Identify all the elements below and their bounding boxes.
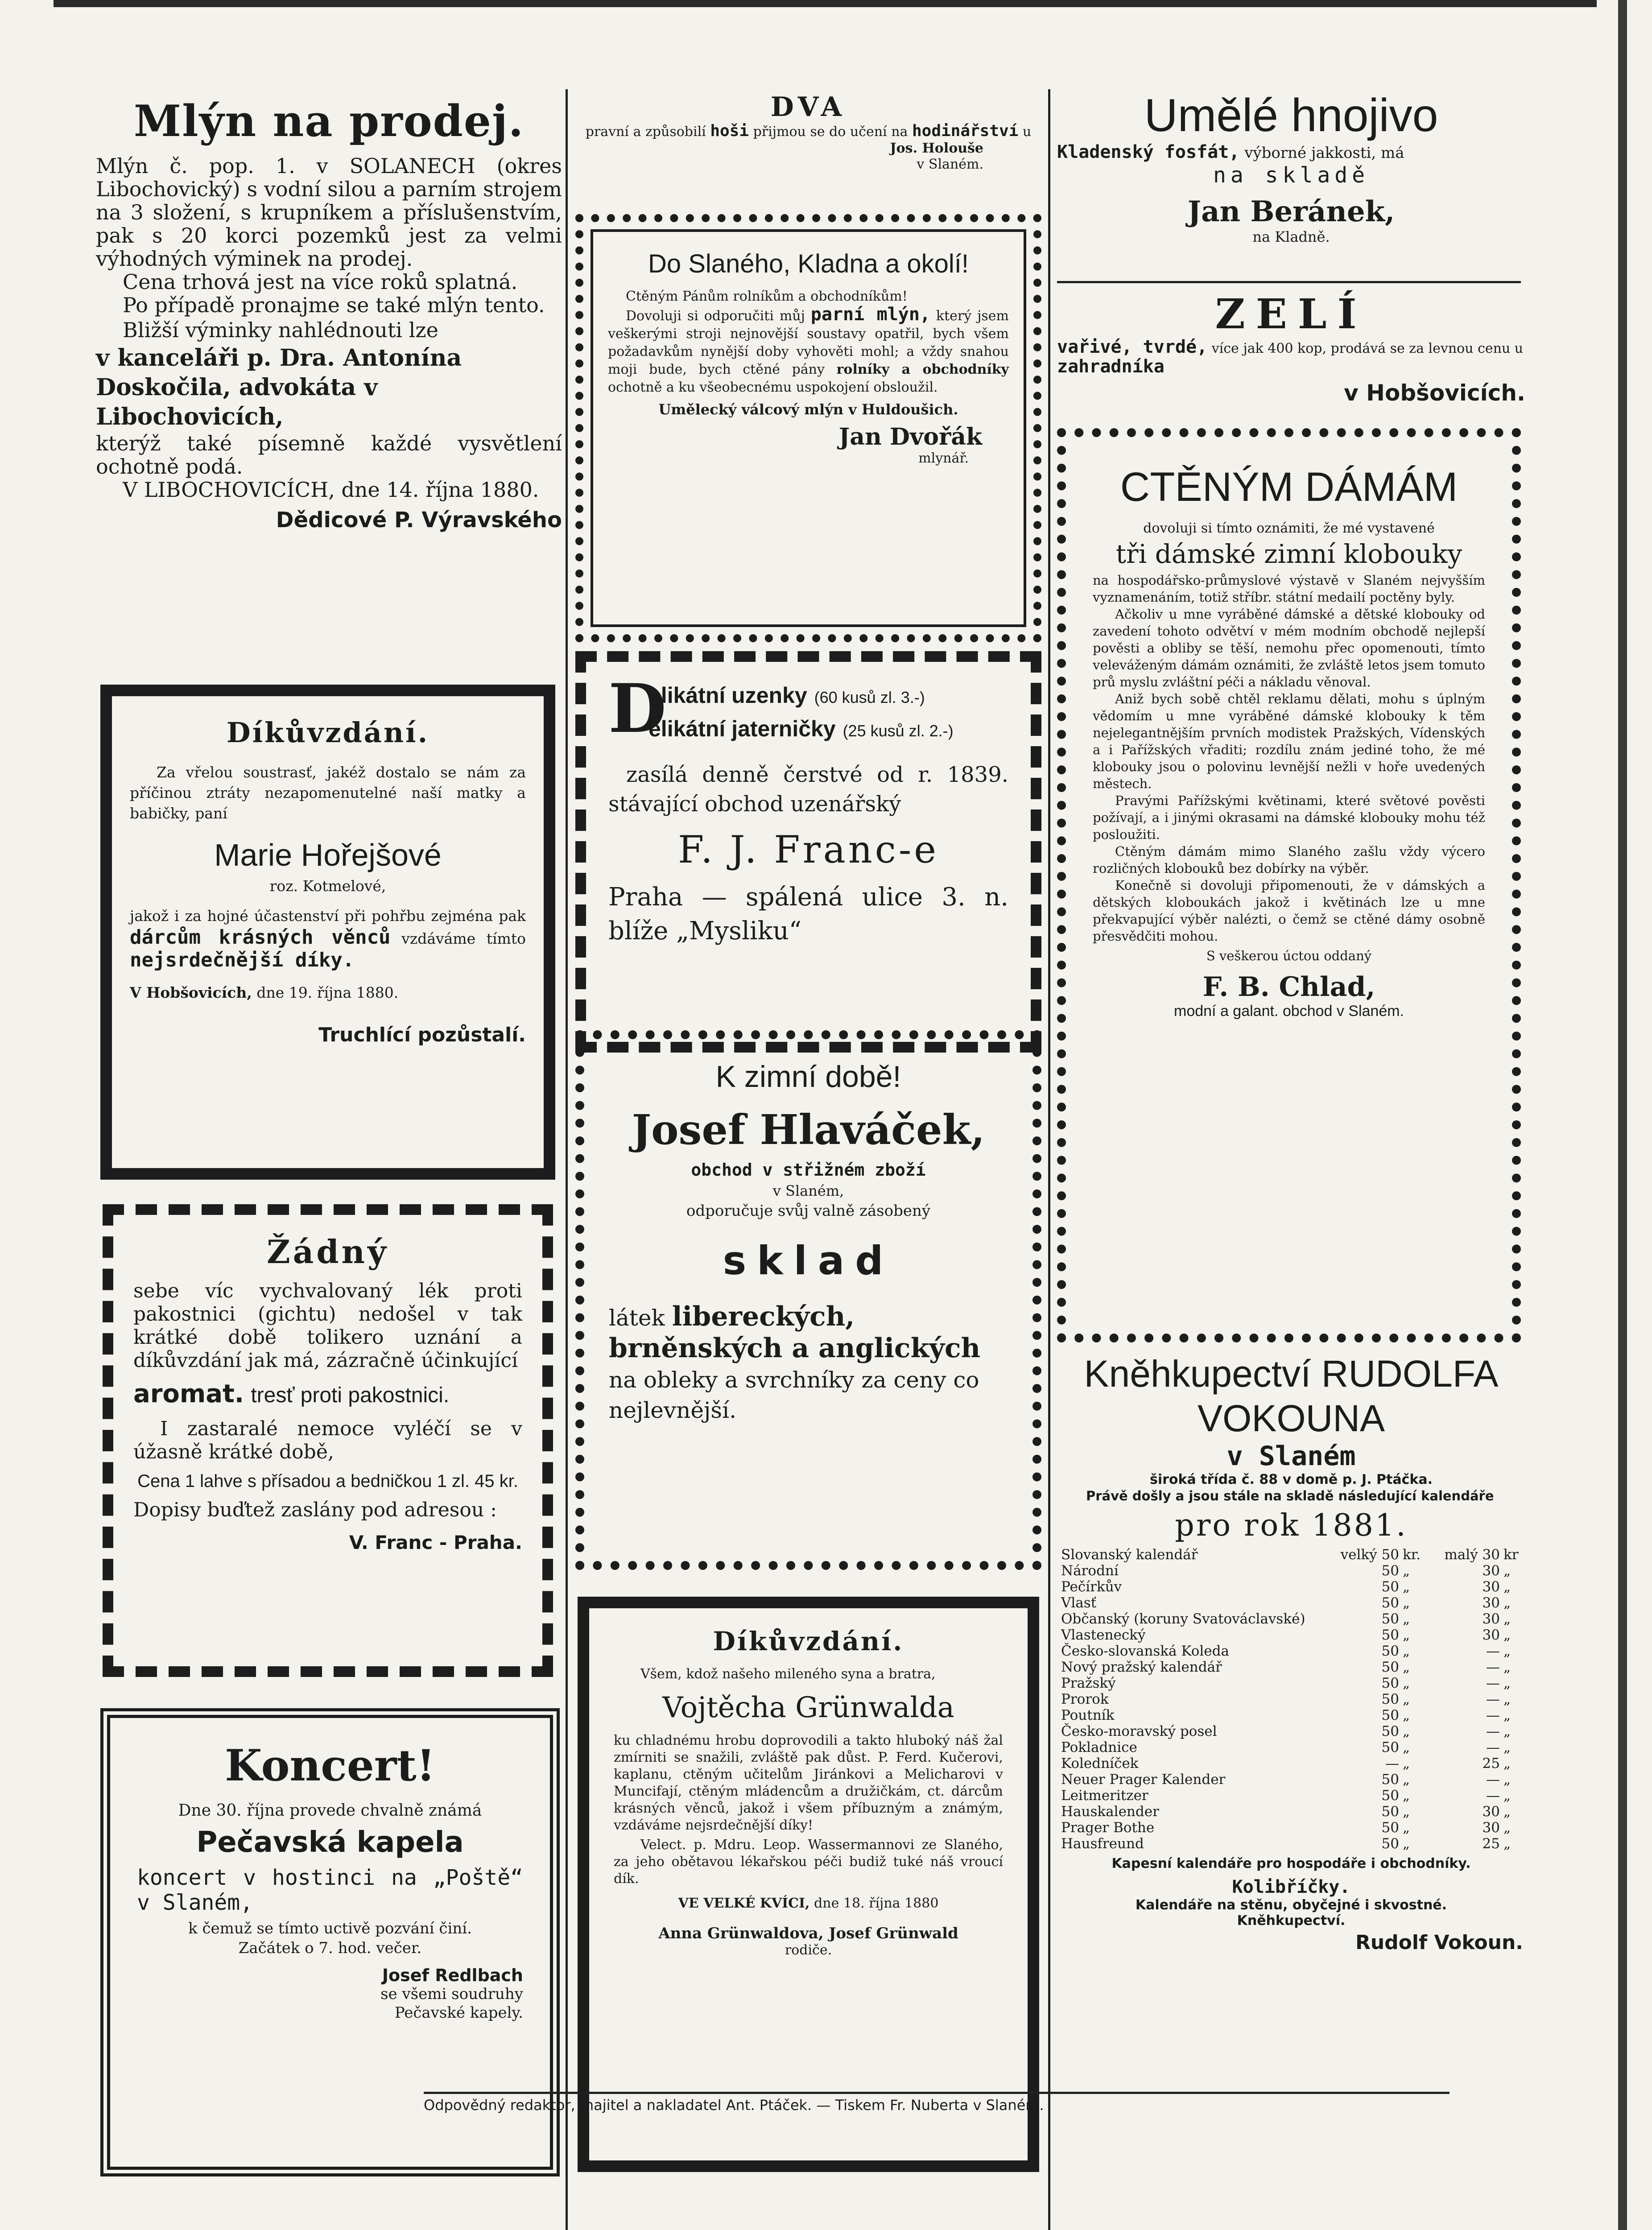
calendar-price-large: 50 bbox=[1381, 1820, 1399, 1836]
calendar-name: Leitmeritzer bbox=[1061, 1788, 1148, 1804]
calendar-unit: „ bbox=[1503, 1820, 1511, 1836]
calendar-unit: „ bbox=[1503, 1804, 1511, 1820]
calendar-price-large: 50 bbox=[1381, 1643, 1399, 1659]
ad-signature: Truchlící pozůstalí. bbox=[318, 1024, 526, 1046]
ad-text-emph: rolníky a obchodníky bbox=[836, 362, 1009, 377]
ad-hlavacek bbox=[575, 1030, 1041, 1570]
calendar-name: Neuer Prager Kalender bbox=[1061, 1772, 1226, 1788]
calendar-price-large: 50 bbox=[1381, 1691, 1399, 1707]
ad-title: DVA bbox=[770, 91, 847, 123]
ad-title: Díkůvzdání. bbox=[713, 1626, 904, 1656]
ad-date: dne 19. října 1880. bbox=[256, 984, 399, 1001]
calendar-price-small: — bbox=[1486, 1739, 1500, 1755]
calendar-unit: „ bbox=[1403, 1579, 1410, 1595]
imprint-text: Odpovědný redaktor, majitel a nakladatel Ant. Ptáček. — Tiskem Fr. Nuberta v Slaném. bbox=[424, 2097, 1044, 2114]
calendar-row bbox=[1059, 1611, 1523, 1627]
calendar-price-large: 50 bbox=[1381, 1563, 1399, 1579]
calendar-row bbox=[1059, 1723, 1523, 1739]
calendar-price-small: — bbox=[1486, 1707, 1500, 1723]
calendar-row bbox=[1059, 1772, 1523, 1788]
ad-text: S veškerou úctou oddaný bbox=[1206, 948, 1372, 963]
ad-title: K zimní době! bbox=[715, 1060, 901, 1094]
price-line: Cena 1 lahve s přísadou a bedničkou 1 zl. 45 kr. bbox=[137, 1471, 518, 1491]
calendar-price-large: 50 bbox=[1381, 1675, 1399, 1691]
calendar-unit: „ bbox=[1503, 1788, 1511, 1804]
calendar-unit: „ bbox=[1403, 1707, 1410, 1723]
ad-text-emph: parní mlýn, bbox=[810, 304, 931, 325]
ad-text-emph: Kolibříčky. bbox=[1232, 1877, 1351, 1897]
ad-text: Bližší výminky nahlédnouti lze bbox=[123, 318, 438, 342]
ad-place: v Slaném. bbox=[917, 157, 983, 172]
ad-text: látek bbox=[609, 1305, 665, 1331]
calendar-row bbox=[1059, 1820, 1523, 1836]
calendar-name: Nový pražský kalendář bbox=[1061, 1659, 1222, 1675]
ad-signature: V. Franc - Praha. bbox=[349, 1532, 522, 1553]
calendar-unit: „ bbox=[1403, 1675, 1410, 1691]
ad-text: k čemuž se tímto uctivě pozvání činí. bbox=[188, 1920, 472, 1937]
ad-text-emph: nejsrdečnější díky. bbox=[130, 949, 355, 971]
merchant-name: Josef Hlaváček, bbox=[632, 1106, 985, 1154]
ad-cabbage bbox=[1057, 290, 1525, 424]
ad-title: ZELÍ bbox=[1215, 290, 1367, 338]
ad-text: široká třída č. 88 v domě p. J. Ptáčka. bbox=[1150, 1472, 1433, 1487]
calendar-price-small: 30 bbox=[1482, 1563, 1500, 1579]
calendar-row bbox=[1059, 1595, 1523, 1611]
ad-text: Ačkoliv u mne vyráběné dámské a dětské klobouky od zavedení tohoto odvětví v mém modním obchodě nejlepší pověsti a obliby se těší, nemohu přec opomenouti, tímto veleváženým dámám oznámiti, že zvláště letos jsem tomuto prů myslu zvláštní péči a nákladu věnoval. bbox=[1093, 607, 1485, 690]
calendar-price-small: 30 bbox=[1482, 1820, 1500, 1836]
calendar-price-small: — bbox=[1486, 1675, 1500, 1691]
merchant-name: F. J. Franc-e bbox=[678, 828, 939, 871]
calendar-price-large: 50 bbox=[1381, 1739, 1399, 1755]
calendar-price-large: 50 bbox=[1381, 1804, 1399, 1820]
calendar-row bbox=[1059, 1691, 1523, 1707]
calendar-name: Koledníček bbox=[1061, 1755, 1139, 1772]
ad-text-emph: tři dámské zimní klobouky bbox=[1115, 539, 1462, 569]
ad-place: v Hobšovicích. bbox=[1344, 380, 1525, 406]
ad-thanks-horejsova bbox=[100, 685, 555, 1180]
calendar-price-small: 30 bbox=[1482, 1595, 1500, 1611]
calendar-row bbox=[1059, 1755, 1523, 1772]
calendar-price-small: 30 bbox=[1482, 1627, 1500, 1643]
ad-text-emph: vařivé, tvrdé, bbox=[1057, 337, 1208, 357]
ad-title: Díkůvzdání. bbox=[226, 716, 430, 749]
deceased-name: Marie Hořejšové bbox=[214, 838, 442, 872]
ad-text: Velect. p. Mdru. Leop. Wassermannovi ze Slaného, za jeho obětavou lékařskou péči budiž tuké náš vroucí dík. bbox=[614, 1837, 1003, 1887]
calendar-price-large: 50 bbox=[1381, 1723, 1399, 1739]
top-rule bbox=[54, 0, 1597, 7]
calendar-unit: „ bbox=[1503, 1579, 1511, 1595]
calendar-row bbox=[1059, 1788, 1523, 1804]
ad-text: více jak 400 kop, prodává se za levnou cenu u bbox=[1211, 341, 1524, 356]
imprint-footer bbox=[424, 2092, 1450, 2118]
ad-title: Žádný bbox=[267, 1233, 389, 1271]
ad-signature: Josef Redlbach bbox=[382, 1966, 523, 1985]
ad-text: sebe víc vychvalovaný lék proti pakostnici (gichtu) nedošel v tak krátké době tolikero uznání a díkůvzdání jak má, zázračně účinkující bbox=[133, 1280, 522, 1372]
calendar-price-small: malý 30 bbox=[1444, 1547, 1500, 1563]
calendar-unit: „ bbox=[1403, 1723, 1410, 1739]
calendar-price-large: 50 bbox=[1381, 1772, 1399, 1788]
ad-text: výborné jakkosti, má bbox=[1244, 144, 1404, 162]
calendar-name: Hauskalender bbox=[1061, 1804, 1159, 1820]
calendar-unit: „ bbox=[1403, 1691, 1410, 1707]
ad-text-emph: zahradníka bbox=[1057, 356, 1165, 377]
calendar-unit: „ bbox=[1403, 1804, 1410, 1820]
ad-text-emph: na skladě bbox=[1213, 163, 1370, 188]
ad-title: Koncert! bbox=[225, 1740, 435, 1791]
calendar-name: Občanský (koruny Svatováclavské) bbox=[1061, 1611, 1305, 1627]
calendar-unit: „ bbox=[1403, 1836, 1410, 1852]
ad-place: na Kladně. bbox=[1252, 228, 1330, 245]
ad-text: odporučuje svůj valně zásobený bbox=[686, 1202, 931, 1220]
ad-title: Do Slaného, Kladna a okolí! bbox=[648, 249, 969, 278]
ad-signature-sub: se všemi soudruhy bbox=[380, 1985, 523, 2003]
ad-signature: Anna Grünwaldova, Josef Grünwald bbox=[658, 1924, 958, 1942]
price-line: (60 kusů zl. 3.-) bbox=[814, 688, 925, 706]
ad-signature: Rudolf Vokoun. bbox=[1355, 1931, 1523, 1954]
ad-place: VE VELKÉ KVÍCI, bbox=[678, 1896, 810, 1911]
calendar-unit: kr. bbox=[1403, 1547, 1421, 1563]
calendar-row bbox=[1059, 1739, 1523, 1755]
ad-text: dovoluji si tímto oznámiti, že mé vystavené bbox=[1143, 520, 1435, 536]
ad-text: u bbox=[1022, 124, 1032, 140]
ad-text: Kněhkupectví. bbox=[1237, 1913, 1346, 1929]
calendar-price-small: 30 bbox=[1482, 1804, 1500, 1820]
ad-signature-sub: mlynář. bbox=[918, 450, 969, 466]
ad-text: vzdáváme tímto bbox=[401, 930, 526, 947]
ad-date: dne 18. října 1880 bbox=[814, 1896, 939, 1911]
calendar-unit: „ bbox=[1403, 1820, 1410, 1836]
ad-text: Začátek o 7. hod. večer. bbox=[238, 1939, 422, 1957]
ad-title: Umělé hnojivo bbox=[1144, 90, 1438, 141]
calendar-price-large: 50 bbox=[1381, 1579, 1399, 1595]
calendar-price-large: 50 bbox=[1381, 1659, 1399, 1675]
calendar-name: Národní bbox=[1061, 1563, 1119, 1579]
calendar-price-large: 50 bbox=[1381, 1788, 1399, 1804]
calendar-price-large: 50 bbox=[1381, 1836, 1399, 1852]
calendar-unit: „ bbox=[1503, 1611, 1511, 1627]
ad-text: Kapesní kalendáře pro hospodáře i obchodníky. bbox=[1111, 1856, 1471, 1871]
calendar-price-large: 50 bbox=[1381, 1707, 1399, 1723]
ad-text-emph: dárcům krásných věnců bbox=[130, 926, 391, 949]
calendar-price-small: 30 bbox=[1482, 1579, 1500, 1595]
ad-text-emph: hodinářství bbox=[912, 122, 1019, 140]
ad-title: Mlýn na prodej. bbox=[133, 96, 525, 146]
calendar-row bbox=[1059, 1836, 1523, 1852]
ad-signature-sub: modní a galant. obchod v Slaném. bbox=[1174, 1003, 1404, 1020]
calendar-price-small: — bbox=[1486, 1788, 1500, 1804]
ad-text: ochotně a ku všeobecnému uspokojení obsloužil. bbox=[608, 380, 938, 395]
calendar-name: Prorok bbox=[1061, 1691, 1109, 1707]
calendar-row bbox=[1059, 1643, 1523, 1659]
ad-text: Umělecký válcový mlýn v Huldoušich. bbox=[658, 401, 958, 418]
ad-text: Ctěným Pánům rolníkům a obchodníkům! bbox=[626, 289, 908, 304]
ad-text: Aniž bych sobě chtěl reklamu dělati, mohu s úplným vědomím u mne vyráběné dámské klobouky k těm nejelegantnějším prvních modistek Pražských, Vídenských a i Pařížských vřaditi; rozdílu znám jediné toho, že mé klobouky jsou o polovinu levnější nežli v hoře uvedených městech. bbox=[1093, 691, 1485, 791]
column-divider-1 bbox=[566, 89, 568, 2230]
calendar-row bbox=[1059, 1707, 1523, 1723]
calendar-name: Česko-slovanská Koleda bbox=[1061, 1643, 1229, 1659]
ad-text-emph: obchod v střižném zboží bbox=[691, 1160, 926, 1180]
merchant-name: F. B. Chlad, bbox=[1202, 971, 1375, 1003]
calendar-unit: „ bbox=[1403, 1788, 1410, 1804]
calendar-row bbox=[1059, 1547, 1523, 1563]
ad-text: tresť proti pakostnici. bbox=[251, 1383, 450, 1407]
calendar-price-small: 25 bbox=[1482, 1755, 1500, 1772]
ad-place: V Hobšovicích, bbox=[130, 984, 252, 1001]
ad-text: jakož i za hojné účastenství při pohřbu zejména pak bbox=[130, 907, 526, 925]
ad-place: v Slaném, bbox=[772, 1182, 844, 1199]
ad-text-emph: libereckých, brněnských a anglických bbox=[609, 1301, 981, 1364]
calendar-price-large: 50 bbox=[1381, 1611, 1399, 1627]
ad-text: Ctěným dámám mimo Slaného zašlu vždy výcero rozličných klobouků bez dobírky na výběr. bbox=[1093, 844, 1485, 876]
product-line: elikátní jaterničky bbox=[648, 716, 836, 741]
calendar-unit: „ bbox=[1403, 1772, 1410, 1788]
ad-signature: Jos. Holouše bbox=[890, 140, 983, 156]
band-name: Pečavská kapela bbox=[196, 1826, 464, 1859]
ad-text: Všem, kdož našeho mileného syna a bratra, bbox=[640, 1666, 936, 1682]
calendar-price-large: — bbox=[1385, 1755, 1399, 1772]
ad-text: kterýž také písemně každé vysvětlení ochotně podá. bbox=[96, 431, 562, 479]
ad-text: na obleky a svrchníky za ceny co nejlevnější. bbox=[609, 1367, 979, 1423]
calendar-unit: „ bbox=[1503, 1739, 1511, 1755]
calendar-name: Česko-moravský posel bbox=[1061, 1723, 1217, 1739]
calendar-unit: „ bbox=[1403, 1739, 1410, 1755]
calendar-row bbox=[1059, 1563, 1523, 1579]
calendar-price-small: — bbox=[1486, 1643, 1500, 1659]
calendar-price-large: 50 bbox=[1381, 1627, 1399, 1643]
ad-text-emph: hoši bbox=[710, 122, 749, 140]
ad-text: koncert v hostinci na „Poště“ v Slaném, bbox=[137, 1865, 523, 1915]
ad-date: V LIBOCHOVICÍCH, dne 14. října 1880. bbox=[123, 478, 539, 502]
calendar-unit: „ bbox=[1403, 1659, 1410, 1675]
calendar-unit: „ bbox=[1503, 1659, 1511, 1675]
calendar-name: Prager Bothe bbox=[1061, 1820, 1155, 1836]
calendar-unit: „ bbox=[1403, 1643, 1410, 1659]
ad-gout-remedy bbox=[103, 1204, 553, 1677]
calendar-price-small: — bbox=[1486, 1691, 1500, 1707]
calendar-name: Vlasť bbox=[1061, 1595, 1097, 1611]
calendar-price-table bbox=[1059, 1547, 1523, 1852]
calendar-price-small: — bbox=[1486, 1659, 1500, 1675]
ad-fertilizer bbox=[1057, 89, 1525, 281]
ad-signature: Jan Dvořák bbox=[838, 423, 982, 450]
ad-sausages bbox=[575, 651, 1041, 1053]
calendar-price-small: 25 bbox=[1482, 1836, 1500, 1852]
ad-text: Po případě pronajme se také mlýn tento. bbox=[123, 293, 545, 317]
ad-year: pro rok 1881. bbox=[1175, 1508, 1408, 1543]
calendar-unit: kr bbox=[1503, 1547, 1519, 1563]
calendar-row bbox=[1059, 1659, 1523, 1675]
ad-thanks-grunwald bbox=[578, 1597, 1039, 2172]
ad-text: přijmou se do učení bbox=[753, 124, 887, 140]
calendar-row bbox=[1059, 1579, 1523, 1595]
calendar-row bbox=[1059, 1804, 1523, 1820]
page-edge bbox=[1618, 0, 1627, 2230]
calendar-price-small: 30 bbox=[1482, 1611, 1500, 1627]
ad-text-emph: Kladenský fosfát, bbox=[1057, 142, 1240, 162]
ad-text: Dopisy buďtež zaslány pod adresou : bbox=[133, 1499, 497, 1521]
ad-text: na bbox=[891, 124, 908, 140]
column-divider-2 bbox=[1048, 89, 1050, 2230]
ad-vokoun-calendars bbox=[1059, 1351, 1523, 2092]
ad-signature-sub: rodiče. bbox=[785, 1942, 832, 1958]
ad-text: Cena trhová jest na více roků splatná. bbox=[123, 270, 518, 294]
price-line: (25 kusů zl. 2.-) bbox=[843, 722, 954, 740]
calendar-row bbox=[1059, 1675, 1523, 1691]
product-line: elikátní uzenky bbox=[648, 683, 807, 708]
calendar-unit: „ bbox=[1503, 1723, 1511, 1739]
calendar-unit: „ bbox=[1403, 1595, 1410, 1611]
calendar-price-small: — bbox=[1486, 1772, 1500, 1788]
ad-signature: Dědicové P. Výravského bbox=[276, 508, 562, 533]
ad-text: který jsem veškerými stroji nejnovější soustavy opatřil, bych všem požadavkům nynější doby vyhověti mohl; a vždy snahou moji bude, bych ctěné pány bbox=[608, 308, 1009, 377]
ad-text: Právě došly a jsou stále na skladě následující kalendáře bbox=[1086, 1488, 1494, 1503]
ad-text: ku chladnému hrobu doprovodili a takto hluboký náš žal zmírniti se snažili, zvláště pak důst. P. Ferd. Kučerovi, kaplanu, ctěným učitelům Jiránkovi a Melicharovi v Muncifají, ctěným mládencům a družičkám, ct. dárcům krásných věnců, jakož i všem příbuzným a známým, vzdáváme nejsrdečnější díky! bbox=[614, 1733, 1003, 1833]
ad-text: zasílá denně čerstvé od r. 1839. stávající obchod uzenářský bbox=[608, 762, 1008, 817]
calendar-unit: „ bbox=[1503, 1627, 1511, 1643]
deceased-name: Vojtěcha Grünwalda bbox=[662, 1691, 954, 1724]
ad-mill-for-sale bbox=[96, 96, 562, 667]
calendar-name: Pražský bbox=[1061, 1675, 1116, 1691]
calendar-unit: „ bbox=[1503, 1707, 1511, 1723]
calendar-unit: „ bbox=[1403, 1755, 1410, 1772]
calendar-unit: „ bbox=[1503, 1563, 1511, 1579]
ad-chlad-hats bbox=[1057, 428, 1521, 1342]
ad-signature-sub: Pečavské kapely. bbox=[394, 2004, 523, 2022]
calendar-unit: „ bbox=[1503, 1691, 1511, 1707]
ad-divider bbox=[1057, 281, 1521, 283]
calendar-name: Pečírkův bbox=[1061, 1579, 1122, 1595]
ad-title: CTĚNÝM DÁMÁM bbox=[1120, 464, 1458, 510]
ad-apprentices bbox=[571, 91, 1046, 212]
calendar-unit: „ bbox=[1503, 1643, 1511, 1659]
merchant-name: Jan Beránek, bbox=[1187, 195, 1395, 228]
ad-text-emph: sklad bbox=[723, 1238, 894, 1284]
calendar-name: Slovanský kalendář bbox=[1061, 1547, 1198, 1563]
ad-text: Praha — spálená ulice 3. n. blíže „Mysliku“ bbox=[608, 883, 1008, 946]
ad-dvorak-mill bbox=[575, 214, 1041, 642]
calendar-unit: „ bbox=[1403, 1563, 1410, 1579]
calendar-unit: „ bbox=[1403, 1627, 1410, 1643]
ad-text: Konečně si dovoluji připomenouti, že v dámských a dětských kloboukách jakož i květinách lze u mne překvapující výběr nalézti, o čemž se ctěné dámy osobně přesvědčiti mohou. bbox=[1093, 878, 1485, 944]
ad-text: na hospodářsko-průmyslové výstavě v Slaném nejvyšším vyznamenáním, totiž stříbr. státní medailí poctěny byly. bbox=[1093, 573, 1485, 605]
ad-text: Mlýn č. pop. 1. v SOLANECH (okres Libochovický) s vodní silou a parním strojem na 3 složení, s krupníkem a příslušenstvím, pak s 20 korci pozemků jest za velmi výhodných výminek na prodej. bbox=[96, 154, 562, 271]
product-name: aromat. bbox=[133, 1379, 244, 1408]
calendar-unit: „ bbox=[1503, 1836, 1511, 1852]
calendar-price-large: velký 50 bbox=[1340, 1547, 1399, 1563]
calendar-name: Pokladnice bbox=[1061, 1739, 1137, 1755]
calendar-unit: „ bbox=[1503, 1675, 1511, 1691]
ad-title: Kněhkupectví RUDOLFA VOKOUNA bbox=[1084, 1353, 1499, 1439]
calendar-row bbox=[1059, 1627, 1523, 1643]
ad-text: v kanceláři p. Dra. Antonína Doskočila, advokáta v Libochovicích, bbox=[96, 344, 462, 430]
calendar-unit: „ bbox=[1503, 1595, 1511, 1611]
ad-text: Dovoluji si odporučiti můj bbox=[626, 308, 805, 324]
ad-text: pravní a způsobilí bbox=[585, 124, 706, 140]
ad-text: Za vřelou soustrasť, jakéž dostalo se nám za příčinou ztráty nezapomenutelné naší matky a babičky, paní bbox=[130, 764, 526, 822]
ad-place: v Slaném bbox=[1227, 1441, 1356, 1472]
calendar-price-large: 50 bbox=[1381, 1595, 1399, 1611]
ad-text: Kalendáře na stěnu, obyčejné i skvostné. bbox=[1135, 1897, 1447, 1913]
ad-text: Pravými Pařížskými květinami, které světové pověsti požívají, a i jinými okrasami na dámské klobouky mohu též posloužiti. bbox=[1093, 793, 1485, 842]
ad-text: roz. Kotmelové, bbox=[269, 877, 386, 895]
calendar-price-small: — bbox=[1486, 1723, 1500, 1739]
calendar-name: Hausfreund bbox=[1061, 1836, 1144, 1852]
calendar-unit: „ bbox=[1403, 1611, 1410, 1627]
calendar-name: Poutník bbox=[1061, 1707, 1115, 1723]
ad-text: I zastaralé nemoce vyléčí se v úžasně krátké době, bbox=[133, 1417, 522, 1463]
calendar-unit: „ bbox=[1503, 1772, 1511, 1788]
calendar-name: Vlastenecký bbox=[1061, 1627, 1146, 1643]
ad-text: Dne 30. října provede chvalně známá bbox=[178, 1801, 482, 1820]
drop-cap: D bbox=[608, 669, 667, 748]
calendar-unit: „ bbox=[1503, 1755, 1511, 1772]
